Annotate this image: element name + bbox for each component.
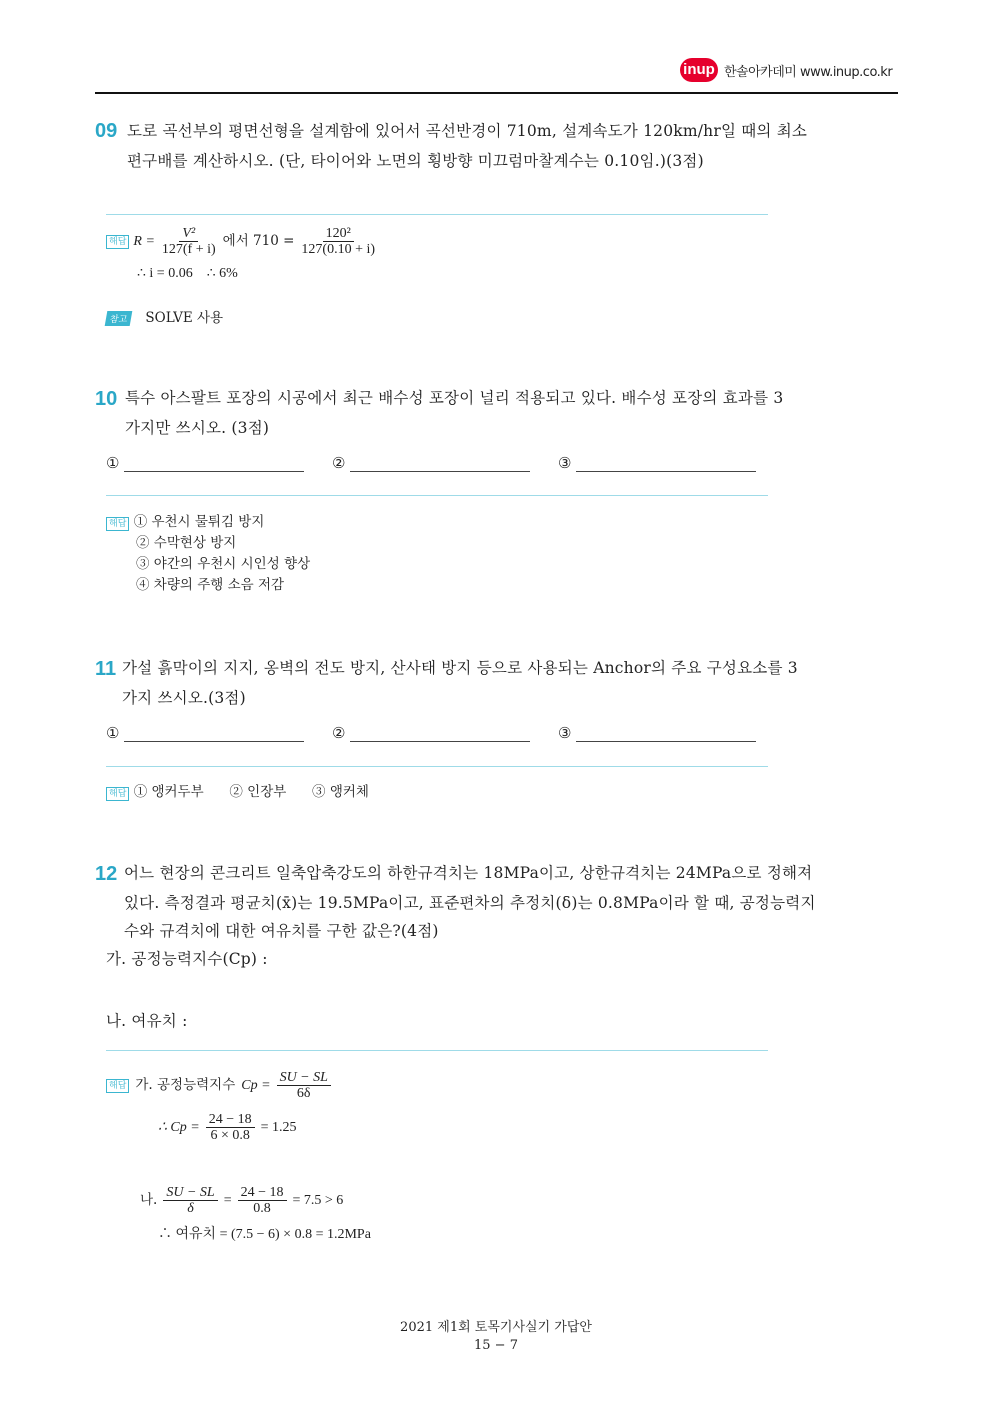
- answer-badge: 해답: [106, 787, 129, 801]
- brand-text: 한솔아카데미 www.inup.co.kr: [724, 65, 893, 80]
- question-11-line2: 가지 쓰시오.(3점): [122, 689, 246, 707]
- inup-logo: inup: [680, 58, 718, 82]
- reference-badge: 참고: [105, 311, 133, 326]
- blank-marker: ③: [558, 454, 572, 472]
- question-number-10: 10: [95, 388, 118, 410]
- blank-line: [124, 455, 304, 472]
- answer-12-ga-calc: [158, 1112, 297, 1143]
- ga-fraction-num: SU − SL: [277, 1070, 331, 1086]
- na-fraction-2-den: 0.8: [253, 1201, 271, 1216]
- ga-fraction-den: 6δ: [296, 1086, 311, 1101]
- footer-title: 2021 제1회 토목기사실기 가답안: [400, 1320, 592, 1335]
- ga2-fraction-den: 6 × 0.8: [210, 1128, 250, 1143]
- answer-10-item2: ② 수막현상 방지: [136, 535, 237, 551]
- answer-10-item3: ③ 야간의 우천시 시인성 향상: [136, 556, 311, 572]
- fraction-2-num: 120²: [323, 226, 354, 242]
- fraction-1-den: 127(f + i): [161, 242, 216, 257]
- question-9-line1: 도로 곡선부의 평면선형을 설계함에 있어서 곡선반경이 710m, 설계속도가 120km/hr일 때의 최소: [127, 122, 808, 140]
- page-number: 15 − 7: [474, 1338, 518, 1353]
- answer-10: [106, 512, 310, 596]
- eq-lhs: R =: [133, 233, 155, 249]
- ga2-fraction: [206, 1112, 255, 1143]
- header-rule: [95, 92, 898, 94]
- answer-10-item4: ④ 차량의 주행 소음 저감: [136, 577, 285, 593]
- eq-mid: 에서 710 =: [222, 233, 295, 249]
- na-fraction-2: [238, 1185, 287, 1216]
- answer-badge: 해답: [106, 235, 129, 249]
- answer-12-ga: [106, 1070, 331, 1101]
- blank-line: [576, 455, 756, 472]
- na-fraction-1-den: δ: [187, 1201, 194, 1216]
- blank-10-2: [332, 454, 530, 472]
- na-result: = 7.5 > 6: [292, 1192, 344, 1208]
- question-11-line1: 가설 흙막이의 지지, 옹벽의 전도 방지, 산사태 방지 등으로 사용되는 Anchor의 주요 구성요소를 3: [122, 659, 798, 677]
- answer-divider-12: [106, 1050, 768, 1051]
- ga-label: 가. 공정능력지수: [135, 1077, 236, 1093]
- answer-11-text: ① 앵커두부 ② 인장부 ③ 앵커체: [133, 784, 369, 800]
- blank-line: [350, 725, 530, 742]
- question-12-sub-a: 가. 공정능력지수(Cp) :: [106, 950, 268, 968]
- answer-badge: 해답: [106, 1079, 129, 1093]
- question-10-line1: 특수 아스팔트 포장의 시공에서 최근 배수성 포장이 널리 적용되고 있다. 배수성 포장의 효과를 3: [125, 389, 784, 407]
- blank-11-3: [558, 724, 756, 742]
- blank-marker: ②: [332, 724, 346, 742]
- blank-line: [350, 455, 530, 472]
- blank-line: [576, 725, 756, 742]
- blank-line: [124, 725, 304, 742]
- answer-divider-11: [106, 766, 768, 767]
- ga2-fraction-num: 24 − 18: [206, 1112, 255, 1128]
- blank-marker: ①: [106, 724, 120, 742]
- question-12-line2: 있다. 측정결과 평균치(x̄)는 19.5MPa이고, 표준편차의 추정치(δ)는 0.8MPa이라 할 때, 공정능력지: [124, 894, 816, 912]
- blank-11-2: [332, 724, 530, 742]
- answer-11: [106, 782, 369, 803]
- answer-9-equation: [106, 226, 378, 257]
- fraction-2-den: 127(0.10 + i): [301, 242, 376, 257]
- blank-marker: ②: [332, 454, 346, 472]
- answer-12-na: [140, 1185, 343, 1216]
- ga-lhs: Cp =: [241, 1077, 271, 1093]
- answer-divider-9: [106, 214, 768, 215]
- fraction-1-num: V²: [179, 226, 198, 242]
- reference-9: [106, 308, 223, 329]
- na-fraction-1-num: SU − SL: [163, 1185, 217, 1201]
- question-12-line1: 어느 현장의 콘크리트 일축압축강도의 하한규격치는 18MPa이고, 상한규격치는 24MPa으로 정해져: [124, 864, 813, 882]
- answer-badge: 해답: [106, 517, 129, 531]
- fraction-2: [298, 226, 378, 257]
- blank-marker: ③: [558, 724, 572, 742]
- question-12-line3: 수와 규격치에 대한 여유치를 구한 값은?(4점): [124, 922, 439, 940]
- ga2-result: = 1.25: [260, 1119, 297, 1135]
- na-fraction-2-num: 24 − 18: [238, 1185, 287, 1201]
- blank-marker: ①: [106, 454, 120, 472]
- answer-divider-10: [106, 495, 768, 496]
- fraction-1: [159, 226, 219, 257]
- na-equals: =: [223, 1192, 232, 1208]
- ga2-lhs: ∴ Cp =: [158, 1120, 200, 1135]
- blank-10-1: [106, 454, 304, 472]
- question-number-9: 09: [95, 120, 118, 142]
- question-number-11: 11: [95, 658, 117, 680]
- blank-11-1: [106, 724, 304, 742]
- question-12-sub-b: 나. 여유치 :: [106, 1012, 188, 1030]
- answer-12-final: ∴ 여유치 = (7.5 − 6) × 0.8 = 1.2MPa: [158, 1227, 371, 1242]
- question-9-line2: 편구배를 계산하시오. (단, 타이어와 노면의 횡방향 미끄럼마찰계수는 0.10임.)(3점): [127, 152, 704, 170]
- blank-10-3: [558, 454, 756, 472]
- reference-text: SOLVE 사용: [145, 310, 224, 326]
- question-number-12: 12: [95, 863, 118, 885]
- na-fraction-1: [163, 1185, 217, 1216]
- question-10-line2: 가지만 쓰시오. (3점): [125, 419, 270, 437]
- ga-fraction: [277, 1070, 331, 1101]
- answer-9-result: ∴ i = 0.06 ∴ 6%: [137, 266, 238, 281]
- answer-10-item1: ① 우천시 물튀김 방지: [133, 514, 265, 530]
- na-label: 나.: [140, 1192, 158, 1208]
